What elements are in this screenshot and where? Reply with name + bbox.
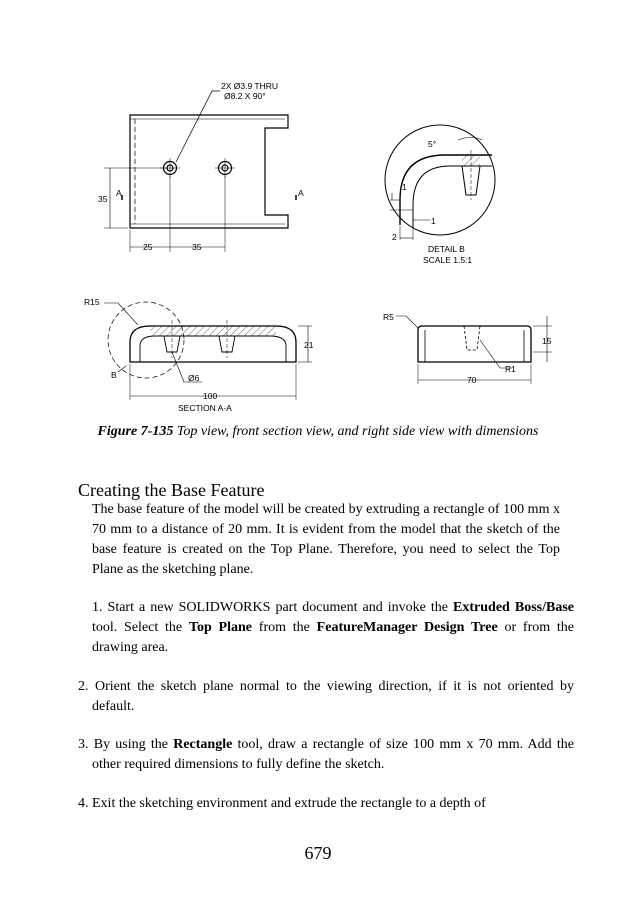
step-1-plane-name: Top Plane (188, 620, 252, 635)
section-view (104, 302, 312, 400)
figure-caption (80, 422, 556, 441)
step-1-tree-name: FeatureManager Design Tree (316, 620, 498, 635)
side-view (396, 316, 552, 384)
step-1-text-a: 1. Start a new SOLIDWORKS part document and invoke the (92, 600, 454, 615)
angle-5: 5° (428, 139, 437, 149)
r15-label: R15 (84, 297, 100, 307)
detail-dim-1-bottom: 1 (431, 216, 436, 226)
step-3-text-a: 3. By using the (78, 737, 174, 752)
r5-label: R5 (383, 312, 394, 322)
dim-21: 21 (304, 340, 314, 350)
step-3-text-c: tool, draw a rectangle of size 100 mm x 70 mm. Add the other required dimensions to fully define the sketch. (92, 737, 574, 772)
step-1-text-c: tool. Select the (92, 620, 189, 635)
section-heading: Creating the Base Feature (78, 480, 265, 500)
hole-note-line-1: 2X Ø3.9 THRU (221, 81, 279, 91)
dim-35-bottom: 35 (192, 242, 202, 252)
caption-text: Top view, front section view, and right side view with dimensions (173, 424, 539, 439)
step-3 (78, 735, 574, 775)
step-1-text-e: from the (252, 620, 317, 635)
top-view (104, 91, 296, 252)
section-a-left: A (116, 188, 122, 198)
detail-dim-1-top: 1 (402, 182, 407, 192)
step-3-tool-name: Rectangle (173, 737, 233, 752)
detail-scale: SCALE 1.5:1 (423, 255, 473, 265)
technical-drawing (0, 0, 636, 420)
dim-35-left: 35 (98, 194, 108, 204)
dim-70: 70 (467, 375, 477, 385)
step-1 (78, 598, 574, 658)
section-a-right: A (298, 188, 304, 198)
detail-dim-2: 2 (392, 232, 397, 242)
dim-25: 25 (143, 242, 153, 252)
step-1-text-g: or from the drawing area. (92, 620, 575, 655)
dim-100: 100 (203, 391, 218, 401)
detail-title: DETAIL B (428, 244, 465, 254)
page-number: 679 (304, 843, 332, 863)
step-1-tool-name: Extruded Boss/Base (453, 600, 574, 615)
r1-label: R1 (505, 364, 516, 374)
step-4: 4. Exit the sketching environment and extrude the rectangle to a depth of (78, 796, 486, 811)
b-label: B (111, 370, 117, 380)
section-title: SECTION A-A (178, 403, 232, 413)
hole-note-line-2: Ø8.2 X 90° (224, 91, 266, 101)
intro-paragraph: The base feature of the model will be created by extruding a rectangle of 100 mm x 70 mm to a distance of 20 mm. It is evident from the model that the sketch of the base feature is created on the Top Plane. Therefore, you need to select the Top Plane as the sketching plane. (92, 502, 560, 577)
dim-15: 15 (542, 336, 552, 346)
dia-6: Ø6 (188, 373, 200, 383)
step-2: 2. Orient the sketch plane normal to the viewing direction, if it is not oriented by default. (78, 679, 574, 714)
caption-number: Figure 7-135 (97, 424, 174, 439)
